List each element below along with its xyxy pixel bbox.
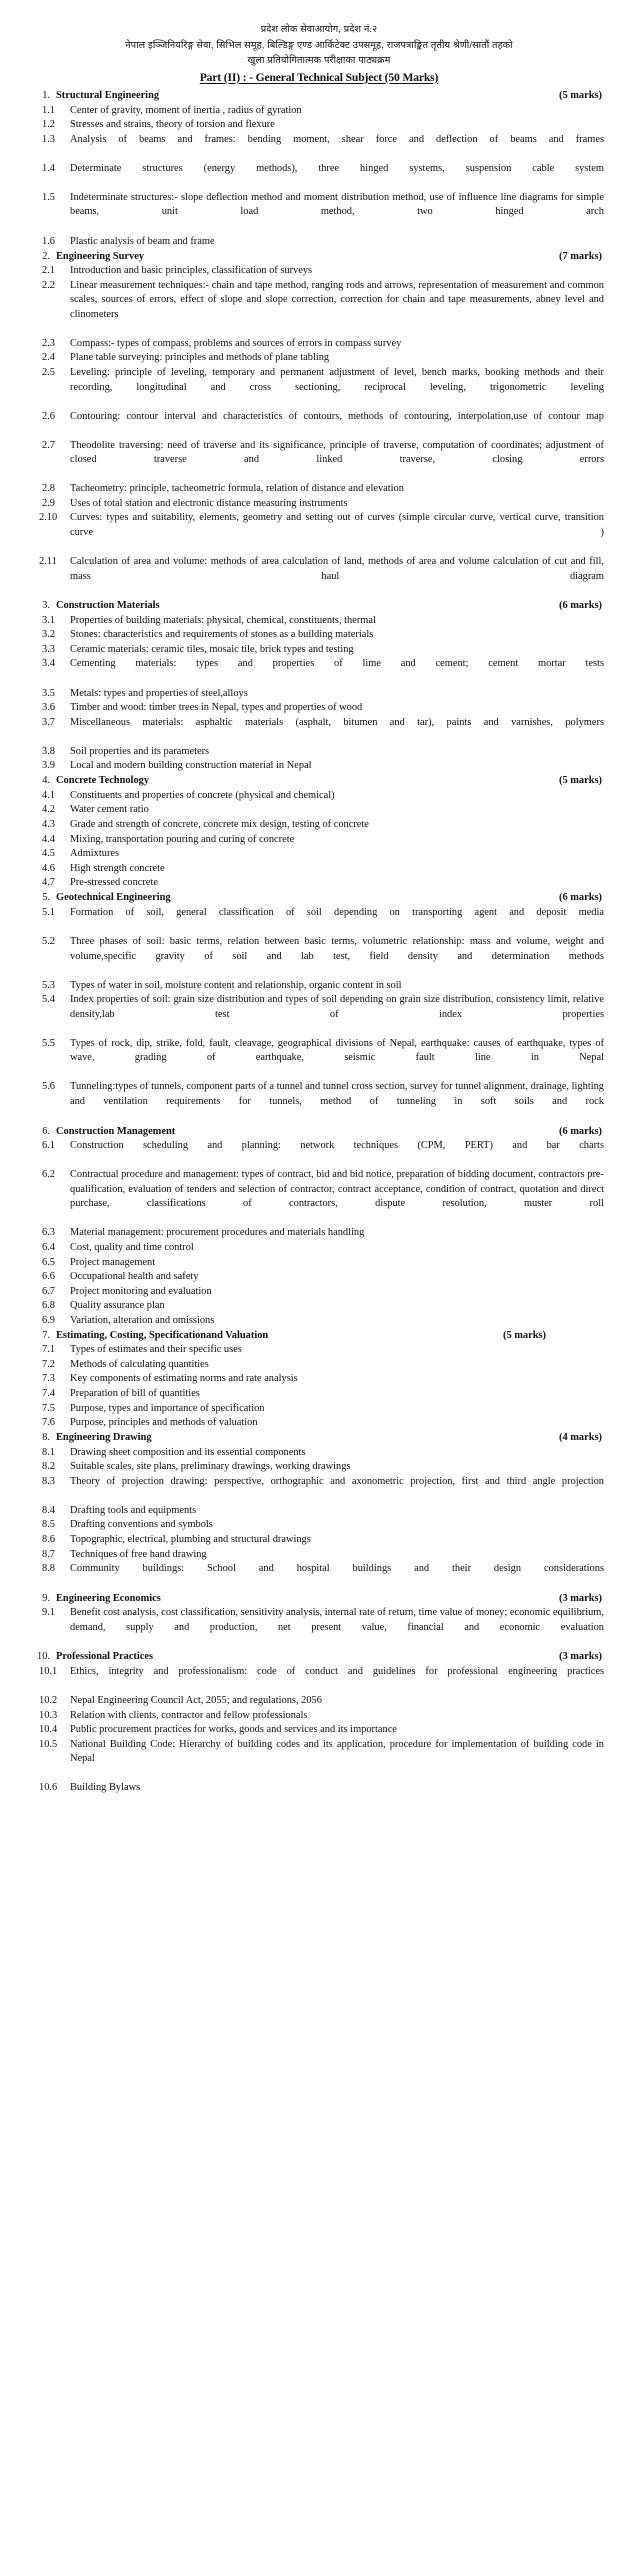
section-heading xyxy=(30,1591,608,1606)
item-text: Plastic analysis of beam and frame xyxy=(70,235,215,247)
syllabus-item xyxy=(30,1241,608,1256)
section-title: Structural Engineering xyxy=(56,90,160,101)
syllabus-item xyxy=(30,935,608,979)
item-text: Public procurement practices for works, goods and services and its importance xyxy=(70,1724,397,1736)
syllabus-item xyxy=(30,1416,608,1431)
syllabus-item xyxy=(30,745,608,760)
item-text: Nepal Engineering Council Act, 2055; and regulations, 2056 xyxy=(70,1695,322,1707)
item-number: 8.7 xyxy=(42,1548,55,1560)
syllabus-item xyxy=(30,1533,608,1548)
item-text: Cost, quality and time control xyxy=(70,1241,194,1253)
item-text: Tacheometry: principle, tacheometric formula, relation of distance and elevation xyxy=(70,483,404,495)
item-number: 4.2 xyxy=(42,804,55,816)
header-line-exam: खुला प्रतियोगितात्मक परीक्षाका पाठ्यक्रम xyxy=(247,55,391,66)
section-marks: (5 marks) xyxy=(503,1329,546,1341)
item-text: Quality assurance plan xyxy=(70,1300,165,1312)
syllabus-item xyxy=(30,1460,608,1475)
item-text: Introduction and basic principles, classification of surveys xyxy=(70,265,313,277)
item-text: Soil properties and its parameters xyxy=(70,745,210,757)
syllabus-item xyxy=(30,1606,608,1650)
item-text: Theory of projection drawing: perspective, orthographic and axonometric projection, first and third angle projection xyxy=(70,1475,604,1487)
syllabus-item xyxy=(30,1139,608,1168)
item-text: Three phases of soil: basic terms, relation between basic terms, volumetric relationship: mass and volume, weight and volume,specific gravity of soil and lab test, field density and determination methods xyxy=(70,935,604,962)
section-title: Estimating, Costing, Specificationand Valuation xyxy=(56,1329,269,1341)
item-text: Formation of soil, general classification of soil depending on transporting agent and deposit media xyxy=(70,906,604,918)
item-number: 6.9 xyxy=(42,1314,55,1326)
item-number: 3.5 xyxy=(42,687,55,699)
syllabus-item xyxy=(30,1562,608,1591)
syllabus-item xyxy=(30,906,608,935)
syllabus-item xyxy=(30,1270,608,1285)
item-number: 3.7 xyxy=(42,716,55,728)
syllabus-item xyxy=(30,993,608,1037)
item-text: Index properties of soil: grain size distribution and types of soil depending on grain size distribution, consistency limit, relative density,lab test of index properties xyxy=(70,994,604,1020)
item-text: Project monitoring and evaluation xyxy=(70,1285,212,1297)
item-text: Topographic, electrical, plumbing and structural drawings xyxy=(70,1534,311,1546)
syllabus-item xyxy=(30,1226,608,1241)
header-line-service: नेपाल इञ्जिनियरिङ्ग सेवा, सिभिल समूह, बिल्डिङ्ग एण्ड आर्किटेक्ट उपसमूह, राजपत्राङ्कित तृतीय श्रेणी/सातौं तहको xyxy=(125,39,513,51)
item-text: Benefit cost analysis, cost classification, sensitivity analysis, internal rate of return, time value of money; economic equilibrium, demand, supply and production, net present value, financial and economic evaluation xyxy=(70,1607,604,1633)
item-text: High strength concrete xyxy=(70,862,165,874)
syllabus-section xyxy=(30,249,608,599)
item-number: 6.3 xyxy=(42,1227,55,1239)
syllabus-item xyxy=(30,1372,608,1387)
syllabus-item xyxy=(30,716,608,745)
syllabus-item xyxy=(30,497,608,512)
syllabus-section xyxy=(30,599,608,774)
syllabus-item xyxy=(30,789,608,804)
syllabus-item xyxy=(30,1446,608,1461)
item-number: 3.6 xyxy=(42,702,55,714)
item-text: Compass:- types of compass, problems and sources of errors in compass survey xyxy=(70,337,402,349)
item-text: Calculation of area and volume: methods of area calculation of land, methods of area and volume calculation of cut and fill, mass haul diagram xyxy=(70,556,604,582)
syllabus-item xyxy=(30,1387,608,1402)
section-heading xyxy=(30,599,608,614)
syllabus-section xyxy=(30,1591,608,1650)
item-text: Drafting tools and equipments xyxy=(70,1504,197,1516)
syllabus-item xyxy=(30,337,608,352)
section-marks: (6 marks) xyxy=(559,1125,602,1137)
item-number: 1.2 xyxy=(42,119,55,131)
item-number: 4.1 xyxy=(42,789,55,801)
section-number: 2. xyxy=(42,250,50,262)
item-text: Preparation of bill of quantities xyxy=(70,1388,200,1399)
item-number: 5.5 xyxy=(42,1037,55,1049)
item-number: 4.5 xyxy=(42,848,55,860)
item-text: Miscellaneous materials: asphaltic materials (asphalt, bitumen and tar), paints and varnishes, polymers xyxy=(70,716,604,728)
syllabus-item xyxy=(30,701,608,716)
item-text: Building Bylaws xyxy=(70,1782,141,1794)
syllabus-section xyxy=(30,1124,608,1328)
item-number: 7.6 xyxy=(42,1417,55,1429)
item-number: 4.4 xyxy=(42,833,55,845)
item-number: 2.2 xyxy=(42,279,55,291)
item-text: Analysis of beams and frames: bending moment, shear force and deflection of beams and frames xyxy=(70,133,604,145)
syllabus-item xyxy=(30,1299,608,1314)
item-text: Determinate structures (energy methods), three hinged systems, suspension cable system xyxy=(70,162,604,174)
item-number: 10.1 xyxy=(39,1666,58,1678)
part-title-text: Part (II) : - General Technical Subject (50 Marks) xyxy=(199,70,439,84)
item-text: Key components of estimating norms and rate analysis xyxy=(70,1373,298,1385)
item-text: Relation with clients, contractor and fellow professionals xyxy=(70,1709,308,1721)
syllabus-item xyxy=(30,1475,608,1504)
item-number: 8.6 xyxy=(42,1534,55,1546)
item-number: 2.10 xyxy=(39,512,58,524)
item-number: 3.1 xyxy=(42,614,55,626)
syllabus-item xyxy=(30,1504,608,1519)
item-text: Theodolite traversing: need of traverse and its significance, principle of traverse, computation of coordinates; adjustment of closed traverse and linked traverse, closing errors xyxy=(70,439,604,466)
item-number: 2.5 xyxy=(42,366,55,378)
section-marks: (6 marks) xyxy=(559,892,602,904)
syllabus-item xyxy=(30,1665,608,1694)
item-number: 5.6 xyxy=(42,1081,55,1093)
syllabus-item xyxy=(30,366,608,410)
syllabus-item xyxy=(30,104,608,119)
section-number: 9. xyxy=(42,1592,50,1604)
item-number: 6.6 xyxy=(42,1271,55,1283)
section-number: 3. xyxy=(42,600,50,612)
item-number: 1.6 xyxy=(42,235,55,247)
syllabus-section xyxy=(30,774,608,891)
section-heading xyxy=(30,1431,608,1446)
item-number: 8.2 xyxy=(42,1461,55,1473)
syllabus-section xyxy=(30,1431,608,1592)
item-text: Types of estimates and their specific uses xyxy=(70,1344,242,1356)
syllabus-item xyxy=(30,1080,608,1124)
section-title: Engineering Survey xyxy=(56,250,145,262)
item-text: Plane table surveying: principles and methods of plane tabling xyxy=(70,352,330,364)
item-text: Methods of calculating quantities xyxy=(70,1358,209,1370)
item-text: Project management xyxy=(70,1256,156,1268)
item-text: Purpose, principles and methods of valuation xyxy=(70,1417,258,1429)
syllabus-item xyxy=(30,1548,608,1563)
section-number: 6. xyxy=(42,1125,50,1137)
syllabus-section xyxy=(30,891,608,1124)
item-text: Community buildings: School and hospital buildings and their design considerations xyxy=(70,1563,604,1575)
section-marks: (7 marks) xyxy=(559,250,602,262)
header-line-commission: प्रदेश लोक सेवाआयोग, प्रदेश नं.२ xyxy=(260,24,378,35)
syllabus-item xyxy=(30,1037,608,1081)
item-number: 6.8 xyxy=(42,1300,55,1312)
section-heading xyxy=(30,1124,608,1139)
item-number: 1.3 xyxy=(42,133,55,145)
item-number: 2.4 xyxy=(42,352,55,364)
section-heading xyxy=(30,89,608,104)
item-number: 2.7 xyxy=(42,439,55,451)
syllabus-section xyxy=(30,1650,608,1796)
item-number: 5.3 xyxy=(42,979,55,991)
syllabus-item xyxy=(30,1314,608,1329)
section-heading xyxy=(30,249,608,264)
item-text: Admixtures xyxy=(70,848,120,860)
syllabus-item xyxy=(30,687,608,702)
section-title: Professional Practices xyxy=(56,1651,154,1663)
section-marks: (3 marks) xyxy=(559,1651,602,1663)
syllabus-item xyxy=(30,1694,608,1709)
item-number: 4.6 xyxy=(42,862,55,874)
item-text: Timber and wood: timber trees in Nepal, types and properties of wood xyxy=(70,702,363,714)
syllabus-item xyxy=(30,979,608,994)
section-heading xyxy=(30,774,608,789)
item-number: 3.2 xyxy=(42,629,55,641)
item-number: 8.3 xyxy=(42,1475,55,1487)
section-number: 5. xyxy=(42,892,50,904)
item-number: 2.3 xyxy=(42,337,55,349)
syllabus-item xyxy=(30,657,608,686)
syllabus-item xyxy=(30,1256,608,1271)
item-number: 7.4 xyxy=(42,1388,55,1399)
item-number: 9.1 xyxy=(42,1607,55,1619)
syllabus-item xyxy=(30,191,608,235)
item-text: Purpose, types and importance of specification xyxy=(70,1402,265,1414)
syllabus-item xyxy=(30,1358,608,1373)
item-number: 4.3 xyxy=(42,819,55,831)
item-text: Drafting conventions and symbols xyxy=(70,1519,213,1531)
syllabus-item xyxy=(30,803,608,818)
item-text: Ethics, integrity and professionalism: code of conduct and guidelines for professional engineering practices xyxy=(70,1666,604,1678)
item-number: 6.2 xyxy=(42,1169,55,1181)
syllabus-item xyxy=(30,1168,608,1226)
section-number: 4. xyxy=(42,775,50,787)
item-number: 1.1 xyxy=(42,104,55,116)
section-marks: (3 marks) xyxy=(559,1592,602,1604)
syllabus-item xyxy=(30,118,608,133)
item-text: Pre-stressed concrete xyxy=(70,877,158,889)
item-text: Properties of building materials: physical, chemical, constituents, thermal xyxy=(70,614,376,626)
item-number: 6.4 xyxy=(42,1241,55,1253)
item-number: 10.5 xyxy=(39,1738,58,1750)
item-text: Grade and strength of concrete, concrete mix design, testing of concrete xyxy=(70,819,369,831)
item-number: 5.4 xyxy=(42,994,55,1006)
item-number: 10.4 xyxy=(39,1724,58,1736)
syllabus-item xyxy=(30,235,608,250)
item-text: Occupational health and safety xyxy=(70,1271,199,1283)
item-text: Center of gravity, moment of inertia , radius of gyration xyxy=(70,104,302,116)
item-number: 3.8 xyxy=(42,745,55,757)
syllabus-item xyxy=(30,351,608,366)
syllabus-item xyxy=(30,511,608,555)
item-number: 8.5 xyxy=(42,1519,55,1531)
syllabus-item xyxy=(30,833,608,848)
item-number: 4.7 xyxy=(42,877,55,889)
section-title: Engineering Economics xyxy=(56,1592,161,1604)
syllabus-item xyxy=(30,133,608,162)
part-title xyxy=(30,70,608,86)
item-number: 2.6 xyxy=(42,410,55,422)
section-number: 7. xyxy=(42,1329,50,1341)
syllabus-section xyxy=(30,1328,608,1430)
item-text: Material management: procurement procedures and materials handling xyxy=(70,1227,365,1239)
item-text: Stresses and strains, theory of torsion and flexure xyxy=(70,119,275,131)
item-text: Constituents and properties of concrete (physical and chemical) xyxy=(70,789,335,801)
section-marks: (6 marks) xyxy=(559,600,602,612)
syllabus-item xyxy=(30,264,608,279)
syllabus-item xyxy=(30,847,608,862)
item-text: Cementing materials: types and properties of lime and cement; cement mortar tests xyxy=(70,658,604,670)
item-text: Water cement ratio xyxy=(70,804,149,816)
item-text: Drawing sheet composition and its essential components xyxy=(70,1446,306,1458)
syllabus-item xyxy=(30,439,608,483)
section-number: 1. xyxy=(42,90,50,101)
item-number: 8.8 xyxy=(42,1563,55,1575)
section-title: Construction Materials xyxy=(56,600,160,612)
section-marks: (4 marks) xyxy=(559,1432,602,1444)
syllabus-item xyxy=(30,1285,608,1300)
syllabus-item xyxy=(30,1343,608,1358)
item-number: 3.3 xyxy=(42,643,55,655)
item-number: 2.11 xyxy=(39,556,57,568)
syllabus-item xyxy=(30,862,608,877)
section-heading xyxy=(30,1328,608,1343)
item-number: 10.3 xyxy=(39,1709,58,1721)
item-text: Contractual procedure and management: types of contract, bid and bid notice, preparation of bidding document, contractors pre-qualification, evaluation of tenders and selection of contractor, contract acceptance, condition of contract, quotation and direct purchase, classifications of contractors, dispute resolution, muster roll xyxy=(70,1169,604,1210)
item-number: 2.1 xyxy=(42,265,55,277)
syllabus-item xyxy=(30,1738,608,1782)
item-number: 2.8 xyxy=(42,483,55,495)
item-text: Contouring: contour interval and characteristics of contours, methods of contouring, interpolation,use of contour map xyxy=(70,410,604,422)
syllabus-item xyxy=(30,1723,608,1738)
item-text: Linear measurement techniques:- chain and tape method, ranging rods and arrows, representation of measurement and common scales, sources of errors, effect of slope and slope correction, correction for chain and tape measurements, abney level and clinometers xyxy=(70,279,604,320)
syllabus-item xyxy=(30,759,608,774)
section-marks: (5 marks) xyxy=(559,775,602,787)
section-title: Construction Management xyxy=(56,1125,176,1137)
syllabus-item xyxy=(30,643,608,658)
item-text: Techniques of free hand drawing xyxy=(70,1548,207,1560)
item-number: 6.7 xyxy=(42,1285,55,1297)
item-text: Leveling: principle of leveling, temporary and permanent adjustment of level, bench marks, booking methods and their recording, longitudinal and cross sectioning, reciprocal leveling, trigonometric leveling xyxy=(70,366,604,393)
syllabus-item xyxy=(30,410,608,439)
item-number: 5.1 xyxy=(42,906,55,918)
item-number: 7.5 xyxy=(42,1402,55,1414)
syllabus-item xyxy=(30,1709,608,1724)
item-text: Stones: characteristics and requirements of stones as a building materials xyxy=(70,629,374,641)
syllabus-item xyxy=(30,818,608,833)
section-number: 10. xyxy=(37,1651,50,1663)
item-text: Types of water in soil, moisture content and relationship, organic content in soil xyxy=(70,979,402,991)
section-number: 8. xyxy=(42,1432,50,1444)
syllabus-item xyxy=(30,628,608,643)
syllabus-item xyxy=(30,1402,608,1417)
item-text: Ceramic materials: ceramic tiles, mosaic tile, brick types and testing xyxy=(70,643,354,655)
item-text: Curves: types and suitability, elements, geometry and setting out of curves (simple circular curve, vertical curve, transition curve ) xyxy=(70,512,604,538)
syllabus-item xyxy=(30,482,608,497)
syllabus-section xyxy=(30,89,608,250)
syllabus-item xyxy=(30,279,608,337)
item-text: Uses of total station and electronic distance measuring instruments xyxy=(70,497,348,509)
section-heading xyxy=(30,891,608,906)
item-number: 7.1 xyxy=(42,1344,55,1356)
section-heading xyxy=(30,1650,608,1665)
syllabus-item xyxy=(30,876,608,891)
item-number: 3.4 xyxy=(42,658,55,670)
item-number: 5.2 xyxy=(42,935,55,947)
item-text: Variation, alteration and omissions xyxy=(70,1314,215,1326)
syllabus-item xyxy=(30,162,608,191)
item-number: 6.5 xyxy=(42,1256,55,1268)
syllabus-item xyxy=(30,1781,608,1796)
item-number: 1.5 xyxy=(42,191,55,203)
item-text: Indeterminate structures:- slope deflection method and moment distribution method, use of influence line diagrams for simple beams, unit load method, two hinged arch xyxy=(70,191,604,218)
section-title: Geotechnical Engineering xyxy=(56,892,171,904)
syllabus-sections xyxy=(30,89,608,1796)
item-number: 7.2 xyxy=(42,1358,55,1370)
item-number: 10.2 xyxy=(39,1695,58,1707)
section-title: Concrete Technology xyxy=(56,775,150,787)
item-number: 6.1 xyxy=(42,1140,55,1152)
syllabus-item xyxy=(30,1518,608,1533)
item-number: 7.3 xyxy=(42,1373,55,1385)
item-text: Local and modern building construction material in Nepal xyxy=(70,760,312,772)
item-number: 10.6 xyxy=(39,1782,58,1794)
item-text: Mixing, transportation pouring and curing of concrete xyxy=(70,833,295,845)
item-text: Suitable scales, site plans, preliminary drawings, working drawings xyxy=(70,1461,351,1473)
item-number: 1.4 xyxy=(42,162,55,174)
item-number: 8.1 xyxy=(42,1446,55,1458)
syllabus-item xyxy=(30,555,608,599)
item-text: Construction scheduling and planning: network techniques (CPM, PERT) and bar charts xyxy=(70,1140,604,1152)
item-text: Tunneling:types of tunnels, component parts of a tunnel and tunnel cross section, survey for tunnel alignment, drainage, lighting and ventilation requirements for tunnels, method of tunneling in soft soils and rock xyxy=(70,1081,604,1107)
item-number: 2.9 xyxy=(42,497,55,509)
item-text: National Building Code: Hierarchy of building codes and its application, procedure for implementation of building code in Nepal xyxy=(70,1738,604,1765)
item-number: 8.4 xyxy=(42,1504,55,1516)
document-header xyxy=(30,22,608,69)
syllabus-item xyxy=(30,614,608,629)
section-title: Engineering Drawing xyxy=(56,1432,152,1444)
section-marks: (5 marks) xyxy=(559,90,602,101)
item-number: 3.9 xyxy=(42,760,55,772)
item-text: Metals: types and properties of steel,alloys xyxy=(70,687,248,699)
item-text: Types of rock, dip, strike, fold, fault, cleavage, geographical divisions of Nepal, earthquake: causes of earthquake, types of wave, grading of earthquake, seismic fault line in Nepal xyxy=(70,1037,604,1064)
